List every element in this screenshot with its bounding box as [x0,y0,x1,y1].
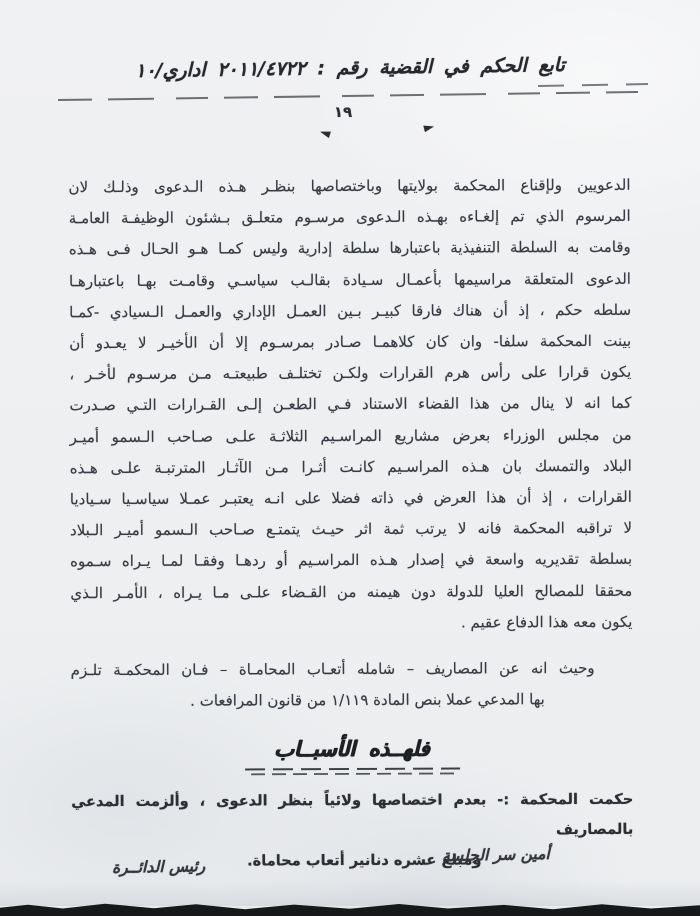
scanner-edge-shadow [0,901,700,916]
session-secretary-signature-label: أمين سر الجلسة [442,844,551,866]
text-line: وقامت به السلطة التنفيذية باعتبارها سلطة إدارية وليس كمـا هـو الحـال فـى هـذه [68,238,631,259]
text-line: بها المدعي عملا بنص المادة ١/١١٩ من قانون المرافعات . [190,690,545,710]
text-line: حكمت المحكمة :- بعدم اختصاصها ولائياً بنظر الدعوى ، وألزمت المدعي بالمصاريف [71,790,634,838]
case-header [60,53,640,83]
text-line: بينت المحكمة سلفا- وان كان كلاهمـا صـادر بمرسـوم إلا أن الأخيـر لا يعـدو أن [69,331,632,353]
header-underline [58,91,638,101]
chamber-president-signature-label: رئيس الدائــرة [111,857,206,877]
text-line: كما انه لا ينال من هذا القضاء الاستناد فـي الطعـن إلـى القـرارات التـي صـدرت [69,394,632,415]
scanner-edge-haze [0,880,700,906]
page-number: ١٩ [333,103,353,121]
text-line: القرارات ، إذ أن هذا العرض في ذاته فضلا على انـه يعتبـر عمـلا سياسـيا سـياديا [69,487,632,509]
text-line: محققا للمصالح العليا للدولة دون هيمنه من القـضاء علـى مـا يـراه ، الأمـر الـذي [70,581,633,602]
text-line: وحيث انه عن المصاريف – شامله أتعـاب المحامـاة – فـان المحكمـة تلـزم [70,658,595,680]
right-arrow-icon: ► [422,118,436,136]
handwritten-arrow-marks [318,114,436,142]
text-line: يكون معه هذا الدفاع عقيم . [460,612,633,632]
text-line: الدعويين ولإقناع المحكمة بولايتها وباختصاصها بنظـر هـذه الـدعوى وذلـك لان [68,175,631,197]
text-line: البلاد والتمسك بان هـذه المراسـيم كانـت أثـرا مـن الآثـار المترتبـة علـى هـذه [69,456,632,478]
text-line: لا تراقبه المحكمة فانه لا يرتب ثمة اثر حيـث يتمتـع صـاحب الـسمو أميـر الـبلاد [69,519,633,540]
text-line: سلطه حكم ، إذ أن هناك فارقا كبيـر بـين العمـل الإداري والعمـل الـسيادي -كمـا [69,300,632,322]
header-underline-short-dashes [538,83,648,87]
reasoning-paragraph [68,170,632,640]
text-line: من مجلس الوزراء بعرض مشاريع المراسـيم الثلاثـة علـى صـاحب الـسمو أميـر [69,425,632,446]
text-line: بسلطة تقديريه واسعة في إصدار هـذه المراسـيم أو ردهـا وفقـا لمـا يـراه سـموه [70,550,633,571]
ruling-heading-underline [245,767,460,776]
text-line: الدعوى المتعلقة مراسيمها بأعمـال سـيادة بقالـب سياسـي وقامـت بهـا باعتبارهـا [68,269,631,290]
text-line: المرسوم الذي تم إلغـاءه بهـذه الـدعوى مرسـوم متعلـق بـشئون الوظيفـة العامـة [68,206,631,228]
judgment-body [68,170,633,877]
left-arrow-icon: ◄ [318,124,333,142]
case-header-text: تابع الحكم في القضية رقم : ٢٠١١/٤٧٢٢ اداري/١٠ [134,54,566,82]
ruling-heading [71,733,633,777]
text-line: ومبلغ عشره دنانير أتعاب محاماة. [247,851,482,870]
costs-paragraph [71,653,633,718]
ruling-heading-text: فلهــذه الأسبــاب [274,737,430,762]
text-line: يكون قرارا على رأس هرم القرارات ولكـن تختلـف طبيعتـه مـن مرسـوم لأخـر ، [69,362,632,384]
